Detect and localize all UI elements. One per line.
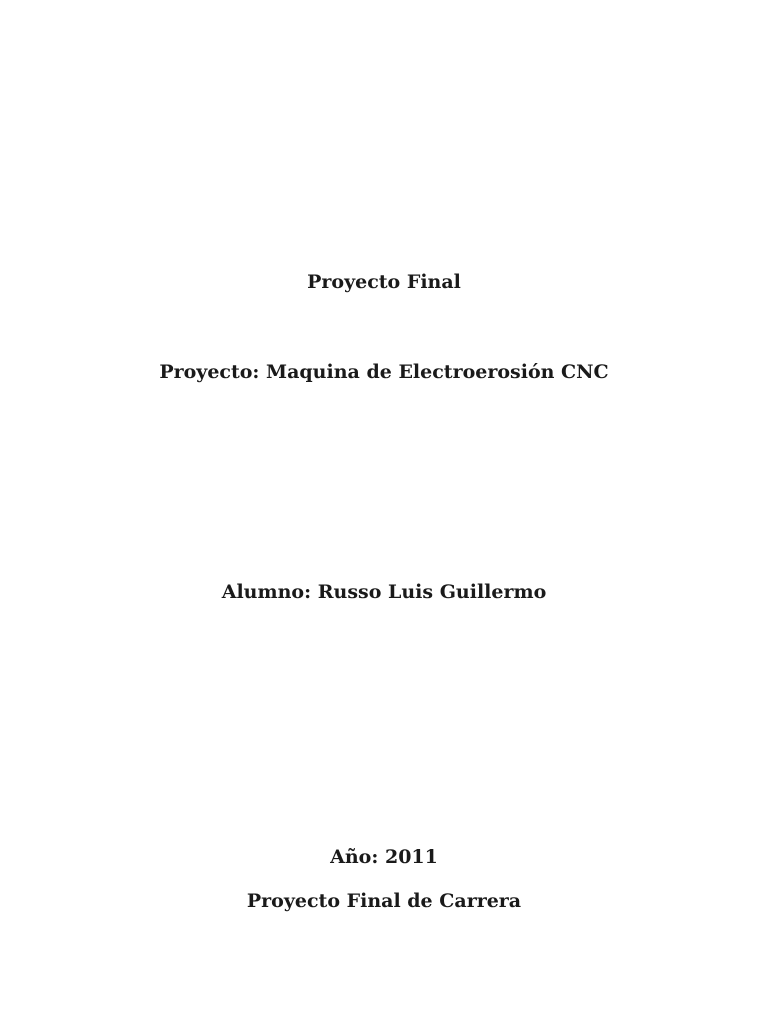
student-name: Alumno: Russo Luis Guillermo (221, 581, 547, 603)
project-name: Proyecto: Maquina de Electroerosión CNC (159, 361, 609, 383)
document-title: Proyecto Final (307, 271, 461, 293)
year: Año: 2011 (330, 846, 438, 868)
document-subtitle: Proyecto Final de Carrera (246, 890, 522, 912)
